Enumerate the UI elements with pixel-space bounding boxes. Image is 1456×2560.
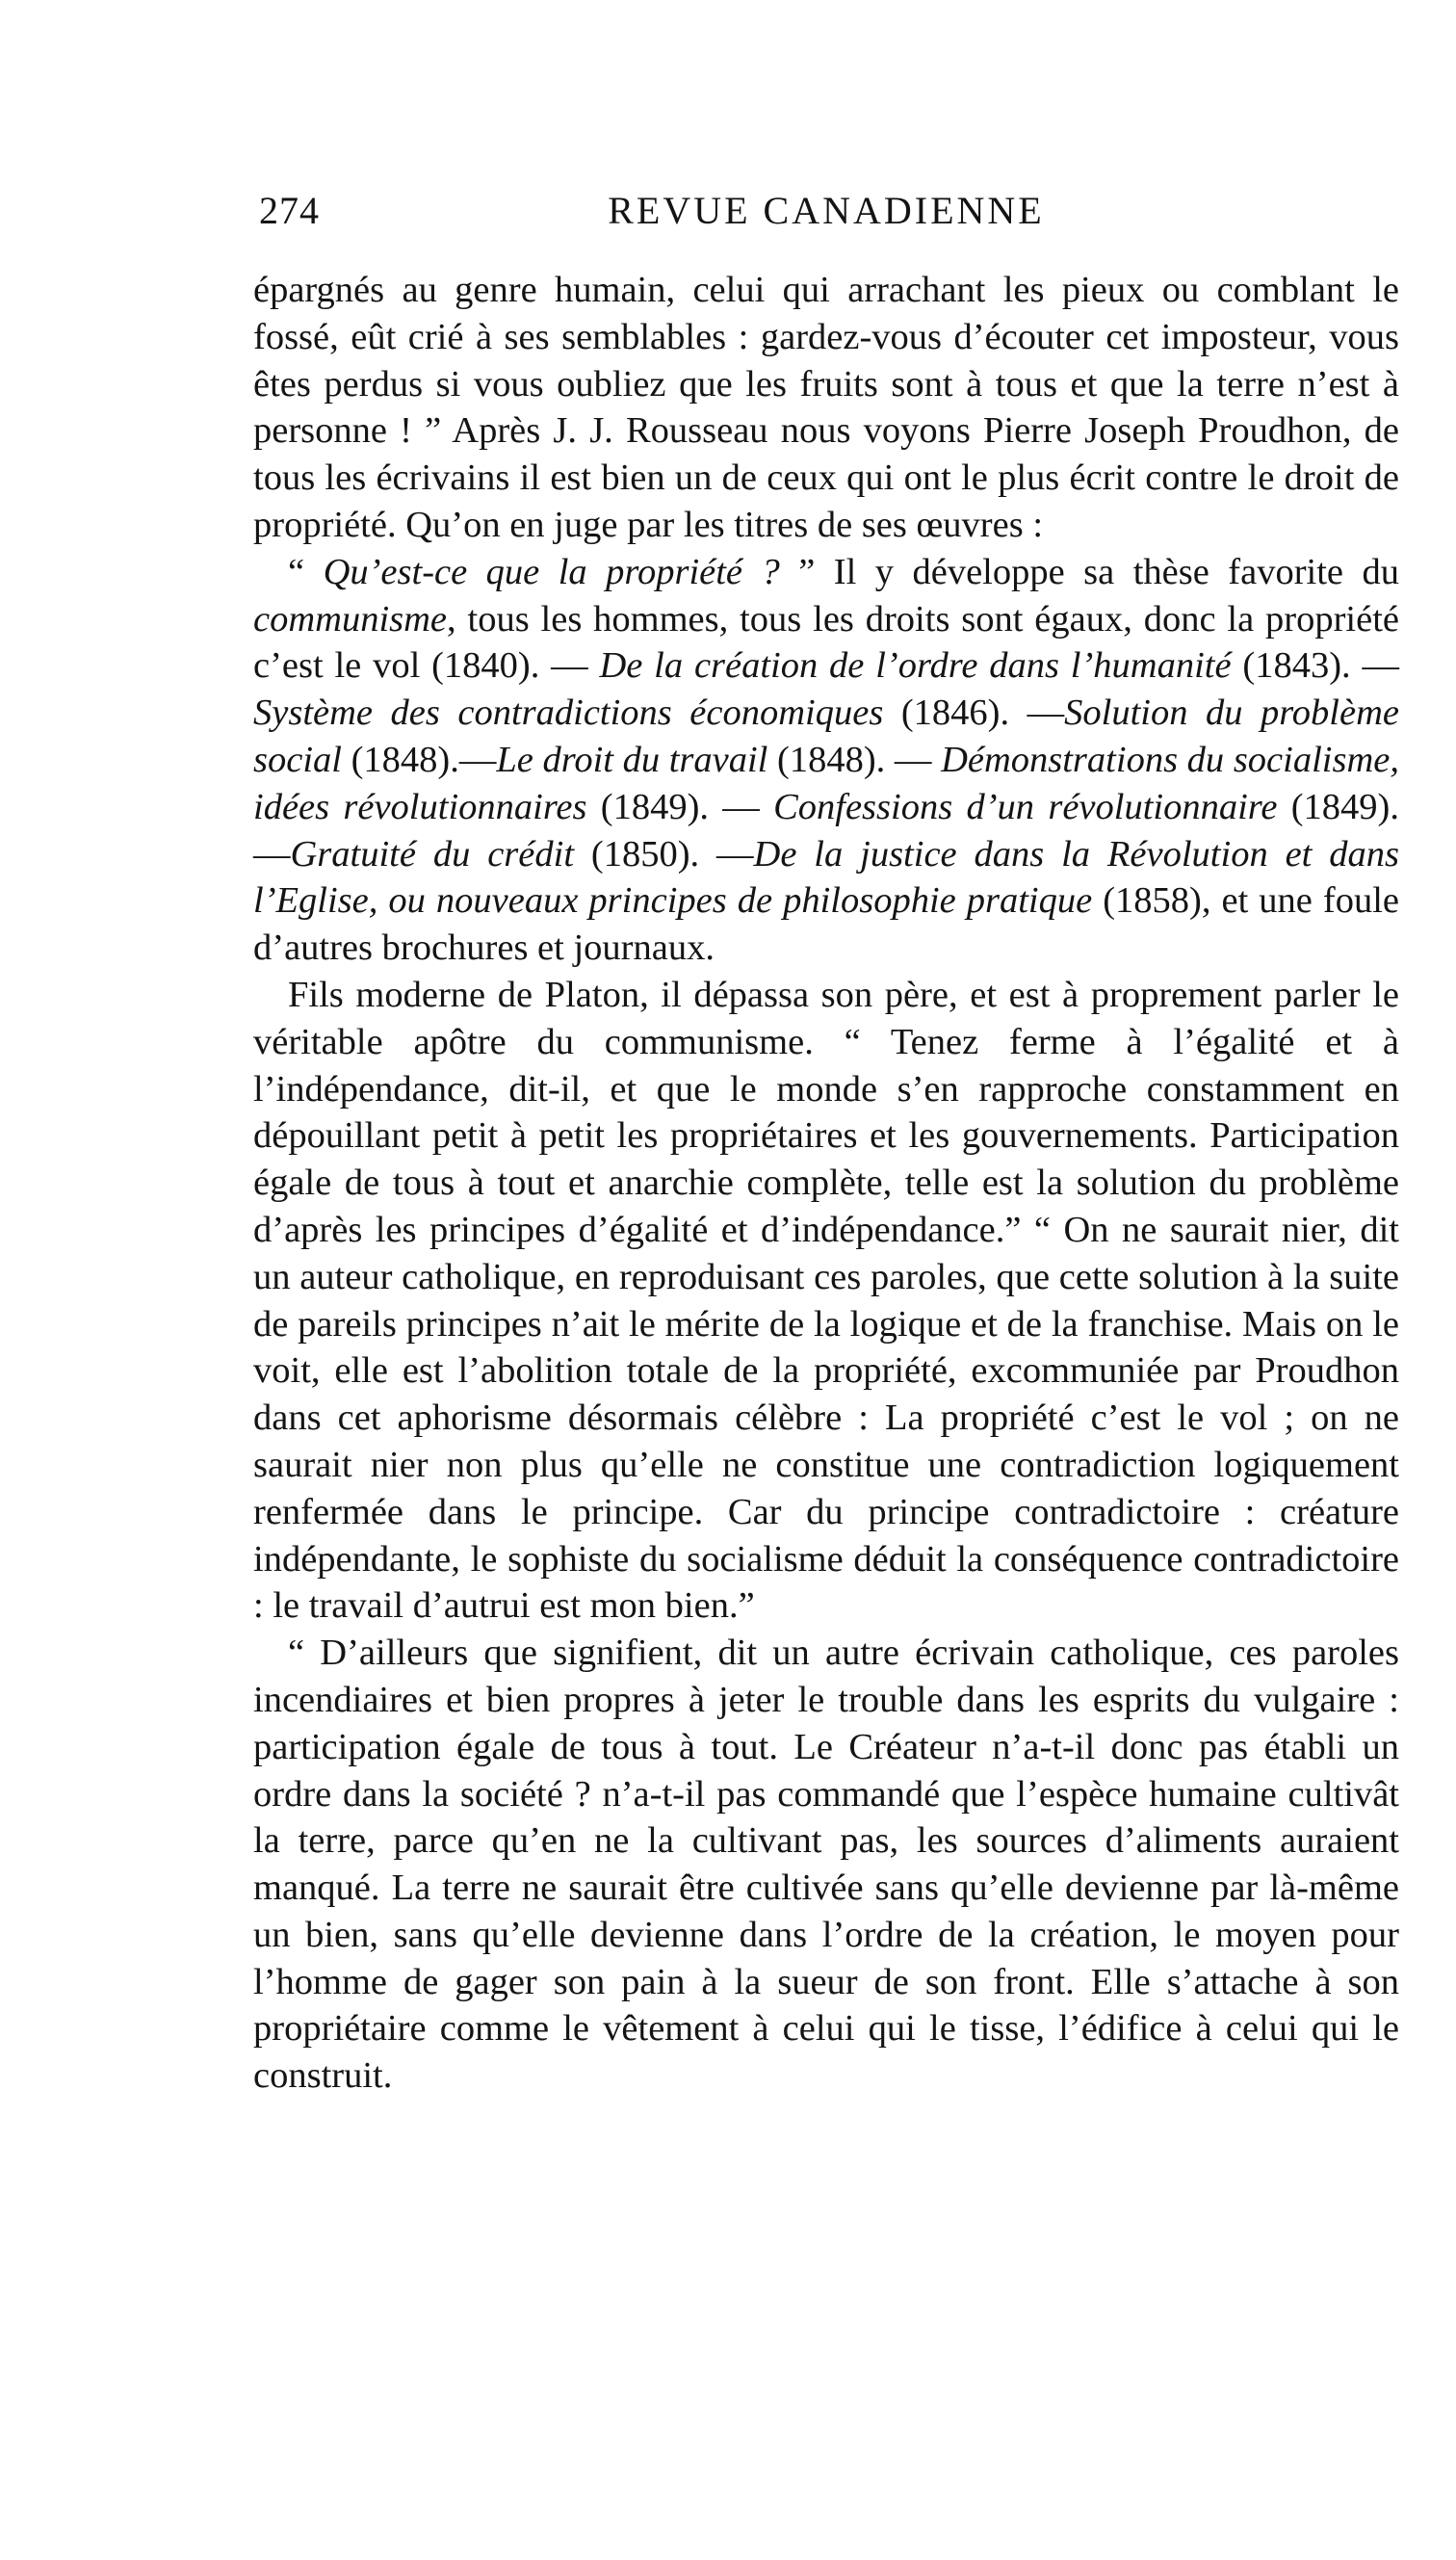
body-text-run: (1849). — [586,786,774,827]
italic-title-text: Démonstrations du socialisme, idées révolutionnaires [253,739,1399,827]
paragraph-continuation [253,267,1399,549]
italic-title-text: Confessions d’un révolutionnaire [773,786,1278,827]
body-text-run: épargnés au genre humain, celui qui arrachant les pieux ou comblant le fossé, eût crié à ses semblables : gardez-vous d’écouter cet imposteur, vous êtes perdus si vous oubliez que les fruits sont à tous et que la terre n’est à personne ! ” Après J. J. Rousseau nous voyons Pierre Joseph Proudhon, de tous les écrivains il est bien un de ceux qui ont le plus écrit contre le droit de propriété. Qu’on en juge par les titres de ses œuvres : [253,270,1399,545]
body-text-run: “ [288,551,324,592]
italic-title-text: Solution du problème social [253,692,1399,780]
journal-title: REVUE CANADIENNE [608,189,1045,232]
document-page [253,188,1399,2100]
body-text-run: (1846). — [883,692,1065,734]
body-text-run: , tous les hommes, tous les droits sont égaux, donc la propriété c’est le vol (1840). — [253,598,1399,687]
body-text-run: ” Il y développe sa thèse favorite du [779,551,1399,592]
body-text-run: (1848). — [767,739,942,780]
page-number: 274 [259,189,320,232]
body-text-run: (1843). — [1231,645,1399,687]
italic-title-text: Le droit du travail [496,739,768,780]
italic-title-text: Gratuité du crédit [290,833,575,875]
paragraph-catholic-writer-quote [253,1630,1399,2100]
paragraph-proudhon-communism [253,972,1399,1630]
body-text-run: Fils moderne de Platon, il dépassa son père, et est à proprement parler le véritable apôtre du communisme. “ Tenez ferme à l’égalité et à l’indépendance, dit-il, et que le monde s’en rapproche constamment en dépouillant petit à petit les propriétaires et les gouvernements. Participation égale de tous à tout et anarchie complète, telle est la solution du problème d’après les principes d’égalité et d’indépendance.” “ On ne saurait nier, dit un auteur catholique, en reproduisant ces paroles, que cette solution à la suite de pareils principes n’ait le mérite de la logique et de la franchise. Mais on le voit, elle est l’abolition totale de la propriété, excommuniée par Proudhon dans cet aphorisme désormais célèbre : La propriété c’est le vol ; on ne saurait nier non plus qu’elle ne constitue une contradiction logiquement renfermée dans le principe. Car du principe contradictoire : créature indépendante, le sophiste du socialisme déduit la conséquence contradictoire : le travail d’autrui est mon bien.” [253,974,1399,1627]
running-header [253,188,1399,246]
body-text-run: (1850). — [574,833,754,875]
body-text [253,267,1399,2100]
paragraph-works-list [253,549,1399,972]
body-text-run: (1849).— [253,786,1399,875]
italic-title-text: De la création de l’ordre dans l’humanité [599,645,1232,687]
italic-title-text: Système des contradictions économiques [253,692,884,734]
body-text-run: (1858), et une foule d’autres brochures et journaux. [253,880,1399,969]
italic-title-text: communisme [253,598,448,640]
italic-title-text: De la justice dans la Révolution et dans l’Eglise, ou nouveaux principes de philosophie pratique [253,833,1399,922]
body-text-run: (1848).— [341,739,497,780]
italic-title-text: Qu’est-ce que la propriété ? [323,551,780,592]
body-text-run: “ D’ailleurs que signifient, dit un autre écrivain catholique, ces paroles incendiaires et bien propres à jeter le trouble dans les esprits du vulgaire : participation égale de tous à tout. Le Créateur n’a-t-il donc pas établi un ordre dans la société ? n’a-t-il pas commandé que l’espèce humaine cultivât la terre, parce qu’en ne la cultivant pas, les sources d’aliments auraient manqué. La terre ne saurait être cultivée sans qu’elle devienne par là-même un bien, sans qu’elle devienne dans l’ordre de la création, le moyen pour l’homme de gager son pain à la sueur de son front. Elle s’attache à son propriétaire comme le vêtement à celui qui le tisse, l’édifice à celui qui le construit. [253,1633,1399,2097]
